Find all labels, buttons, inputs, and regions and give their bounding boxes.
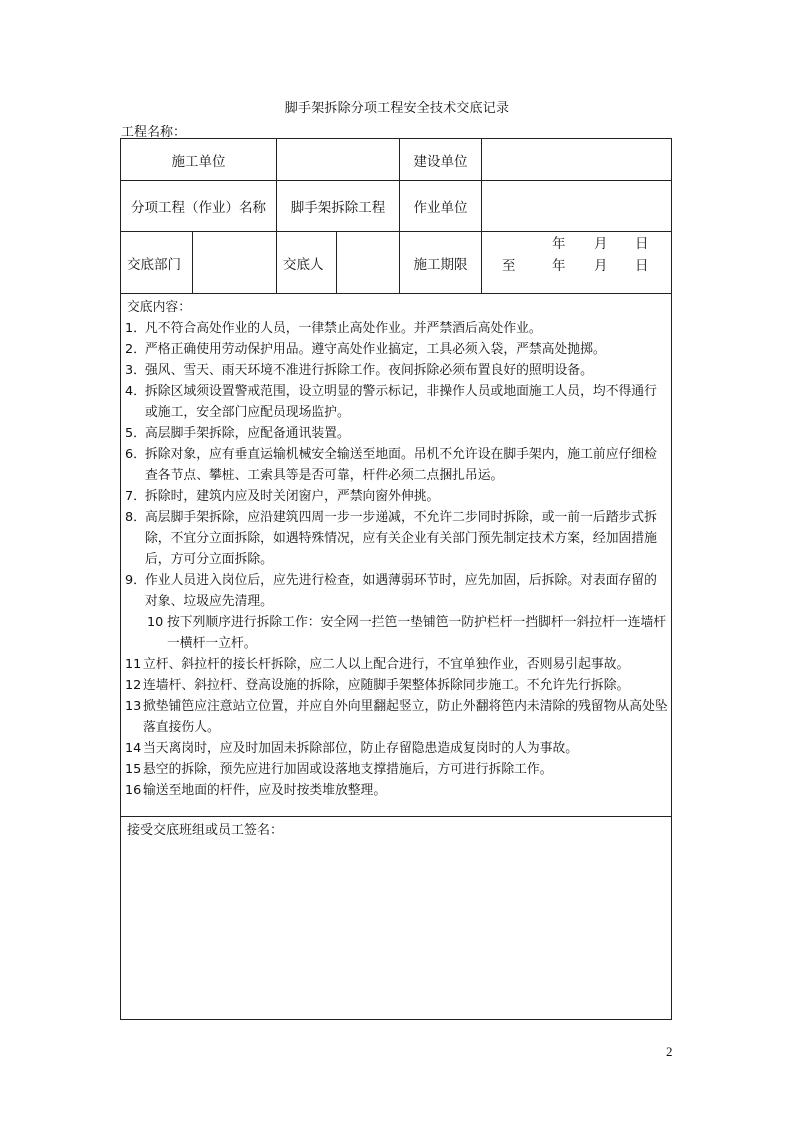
builder-unit-label: 建设单位 — [400, 139, 482, 180]
item-text: 凡不符合高处作业的人员，一律禁止高处作业。并严禁酒后高处作业。 — [145, 321, 542, 336]
period-start-day: 日 — [635, 236, 649, 252]
period-end-day: 日 — [635, 258, 649, 274]
period-to: 至 — [502, 258, 516, 274]
item-text: 连墙杆、斜拉杆、登高设施的拆除，应随脚手架整体拆除同步施工。不允许先行拆除。 — [143, 678, 630, 693]
item-number: 10 — [147, 615, 164, 630]
work-unit-label: 作业单位 — [400, 181, 482, 231]
list-item — [125, 780, 673, 801]
item-text: 立杆、斜拉杆的接长杆拆除，应二人以上配合进行，不宜单独作业，否则易引起事故。 — [143, 657, 630, 672]
subproject-name-field[interactable]: 脚手架拆除工程 — [277, 181, 400, 231]
item-number: 8． — [125, 510, 146, 525]
work-unit-field[interactable] — [482, 181, 673, 231]
construction-period-field[interactable] — [482, 232, 673, 293]
list-item — [125, 654, 673, 675]
list-item — [125, 507, 673, 570]
content-heading: 交底内容： — [127, 300, 191, 315]
department-label: 交底部门 — [121, 232, 193, 293]
item-number: 2． — [125, 342, 146, 357]
period-start-month: 月 — [594, 236, 608, 252]
list-item — [125, 423, 673, 444]
list-item — [125, 696, 673, 738]
construction-unit-label: 施工单位 — [121, 139, 277, 180]
signature-label: 接受交底班组或员工签名： — [127, 823, 284, 838]
page-number: 2 — [666, 1044, 673, 1059]
department-field[interactable] — [193, 232, 277, 293]
period-end-year: 年 — [552, 258, 566, 274]
period-start-year: 年 — [552, 236, 566, 252]
item-number: 5． — [125, 426, 146, 441]
item-number: 13 — [125, 699, 142, 714]
builder-unit-field[interactable] — [482, 139, 673, 180]
item-text: 输送至地面的杆件，应及时按类堆放整理。 — [143, 783, 387, 798]
list-item — [125, 381, 673, 423]
item-text: 拆除时，建筑内应及时关闭窗户，严禁向窗外伸挑。 — [145, 489, 440, 504]
item-text: 作业人员进入岗位后，应先进行检查，如遇薄弱环节时，应先加固，后拆除。对表面存留的对象、垃圾应先清理。 — [145, 573, 657, 609]
item-text: 拆除对象，应有垂直运输机械安全输送至地面。吊机不允许设在脚手架内，施工前应仔细检查各节点、攀桩、工索具等是否可靠，杆件必须二点捆扎吊运。 — [145, 447, 657, 483]
form-row-units — [121, 139, 671, 181]
list-item — [125, 360, 673, 381]
item-number: 7． — [125, 489, 146, 504]
item-number: 9． — [125, 573, 146, 588]
item-number: 12 — [125, 678, 142, 693]
item-text: 高层脚手架拆除，应沿建筑四周一步一步递减，不允许二步同时拆除，或一前一后踏步式拆除，不宜分立面拆除，如遇特殊情况，应有关企业有关部门预先制定技术方案，经加固措施后，方可分立面拆除。 — [145, 510, 657, 567]
item-text: 当天离岗时，应及时加固未拆除部位，防止存留隐患造成复岗时的人为事故。 — [143, 741, 579, 756]
list-item — [125, 318, 673, 339]
item-text: 掀垫铺笆应注意站立位置，并应自外向里翻起竖立，防止外翻将笆内未清除的残留物从高处坠落直接伤人。 — [143, 699, 668, 735]
item-number: 6． — [125, 447, 146, 462]
period-end-month: 月 — [594, 258, 608, 274]
signature-area[interactable] — [121, 839, 671, 1019]
item-text: 严格正确使用劳动保护用品。遵守高处作业搞定，工具必须入袋，严禁高处抛掷。 — [145, 342, 606, 357]
item-number: 3． — [125, 363, 146, 378]
safety-briefing-form — [120, 138, 672, 1020]
construction-unit-field[interactable] — [277, 139, 400, 180]
item-text: 强风、雪天、雨天环境不准进行拆除工作。夜间拆除必须布置良好的照明设备。 — [145, 363, 593, 378]
list-item — [125, 612, 673, 654]
project-name-label: 工程名称： — [121, 125, 187, 140]
list-item — [125, 486, 673, 507]
list-item — [125, 339, 673, 360]
list-item — [125, 444, 673, 486]
item-number: 15 — [125, 762, 142, 777]
form-row-briefing — [121, 232, 671, 294]
item-number: 14 — [125, 741, 142, 756]
item-text: 拆除区域须设置警戒范围，设立明显的警示标记，非操作人员或地面施工人员，均不得通行或施工，安全部门应配员现场监护。 — [145, 384, 657, 420]
list-item — [125, 759, 673, 780]
period-label: 施工期限 — [400, 232, 482, 293]
item-number: 1． — [125, 321, 146, 336]
item-number: 11 — [125, 657, 142, 672]
list-item — [125, 570, 673, 612]
document-title: 脚手架拆除分项工程安全技术交底记录 — [284, 101, 510, 116]
item-text: 悬空的拆除，预先应进行加固或设落地支撑措施后，方可进行拆除工作。 — [143, 762, 553, 777]
briefing-content — [121, 294, 671, 817]
list-item — [125, 738, 673, 759]
presenter-field[interactable] — [337, 232, 400, 293]
item-text: 按下列顺序进行拆除工作：安全网一拦笆一垫铺笆一防护栏杆一挡脚杆一斜拉杆一连墙杆一横杆一立杆。 — [167, 615, 667, 651]
list-item — [125, 675, 673, 696]
item-text: 高层脚手架拆除，应配备通讯装置。 — [145, 426, 350, 441]
presenter-label: 交底人 — [277, 232, 337, 293]
subproject-name-label: 分项工程（作业）名称 — [121, 181, 277, 231]
item-number: 4． — [125, 384, 146, 399]
form-row-subproject — [121, 181, 671, 232]
item-number: 16 — [125, 783, 142, 798]
briefing-items-list — [125, 318, 673, 801]
